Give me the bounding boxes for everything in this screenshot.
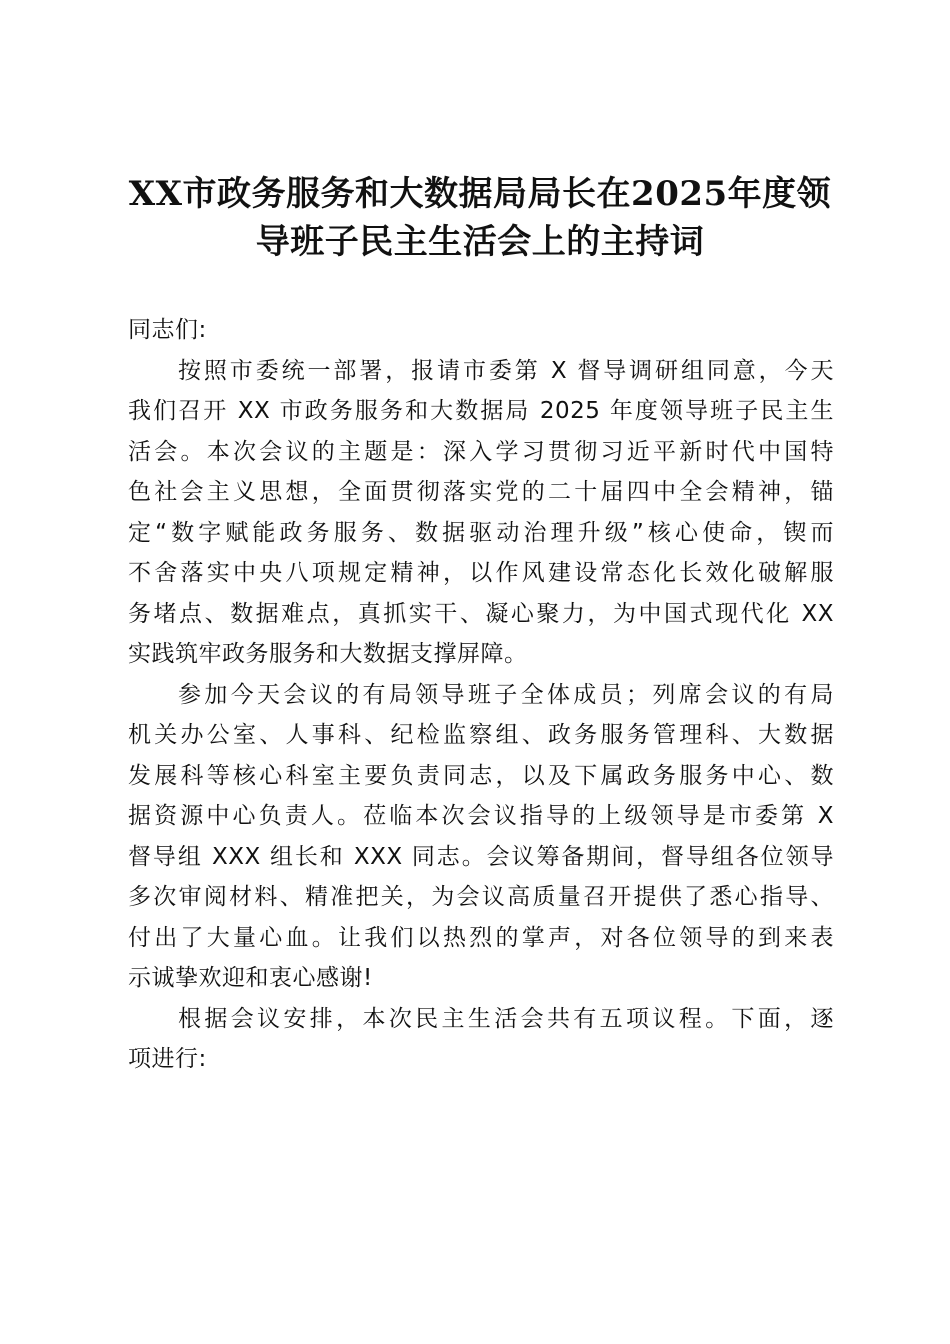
document-body [128,310,834,1080]
paragraph-line: 据资源中心负责人。莅临本次会议指导的上级领导是市委第 X [128,803,834,829]
document-title [110,170,850,266]
title-line: 导班子民主生活会上的主持词 [255,222,705,262]
paragraph-line: 多次审阅材料、精准把关，为会议高质量召开提供了悉心指导、 [128,884,834,910]
paragraph-line: 我们召开 XX 市政务服务和大数据局 2025 年度领导班子民主生 [128,398,834,424]
paragraph-line: 督导组 XXX 组长和 XXX 同志。会议筹备期间，督导组各位领导 [128,843,834,870]
paragraph-line: 发展科等核心科室主要负责同志，以及下属政务服务中心、数 [128,762,834,789]
paragraph-line: 不舍落实中央八项规定精神，以作风建设常态化长效化破解服 [128,560,834,586]
paragraph-line: 付出了大量心血。让我们以热烈的掌声，对各位领导的到来表 [128,924,834,951]
paragraph-line: 机关办公室、人事科、纪检监察组、政务服务管理科、大数据 [128,722,834,748]
paragraph-line: 活会。本次会议的主题是：深入学习贯彻习近平新时代中国特 [128,438,834,465]
paragraph-line: 按照市委统一部署，报请市委第 X 督导调研组同意，今天 [178,357,834,384]
paragraph-line: 参加今天会议的有局领导班子全体成员；列席会议的有局 [178,681,834,708]
paragraph-line: 根据会议安排，本次民主生活会共有五项议程。下面，逐 [178,1005,834,1032]
paragraph-line: 务堵点、数据难点，真抓实干、凝心聚力，为中国式现代化 XX [128,600,834,627]
title-line: XX市政务服务和大数据局局长在2025年度领 [128,174,832,214]
paragraph-3 [128,999,834,1080]
paragraph-line: 项进行: [128,1046,207,1072]
paragraph-line: 实践筑牢政务服务和大数据支撑屏障。 [128,641,528,667]
paragraph-line: 色社会主义思想，全面贯彻落实党的二十届四中全会精神，锚 [128,479,834,505]
paragraph-line: 定“数字赋能政务服务、数据驱动治理升级”核心使命，锲而 [128,519,834,546]
greeting: 同志们: [128,317,207,343]
paragraph-line: 示诚挚欢迎和衷心感谢! [128,965,373,991]
paragraph-1 [128,351,834,675]
paragraph-2 [128,675,834,999]
